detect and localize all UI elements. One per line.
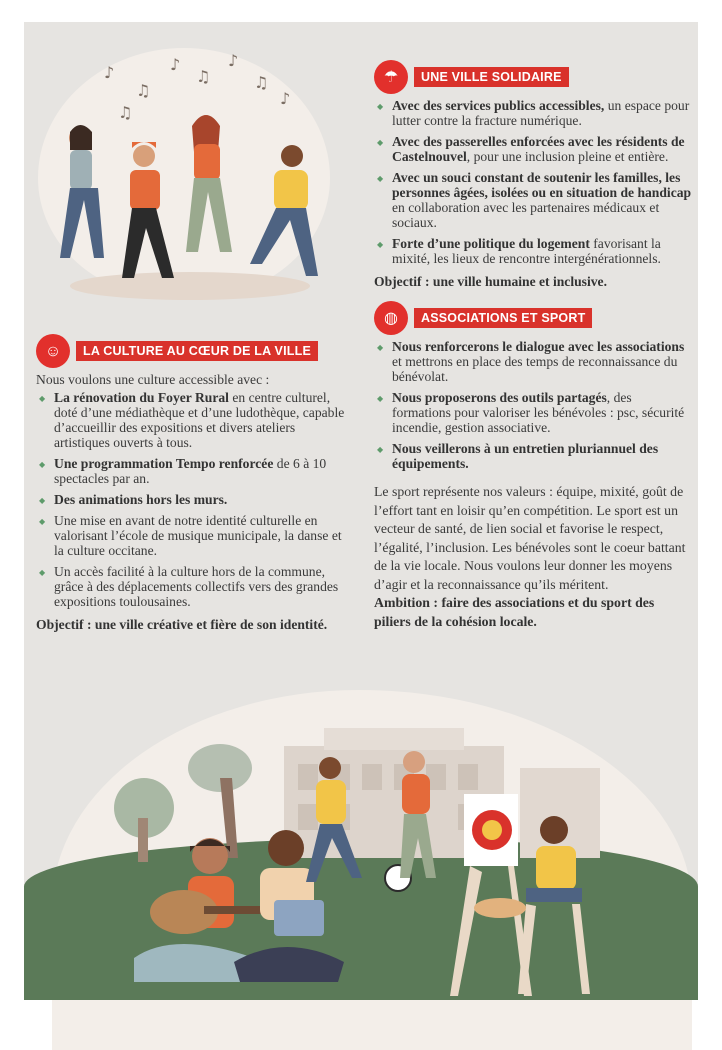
- solidaire-list: [374, 98, 692, 266]
- svg-text:♪: ♪: [104, 63, 115, 82]
- objective-text: Objectif : une ville humaine et inclusive.: [374, 274, 607, 289]
- list-item: ◆ Avec des passerelles enforcées avec les résidents de Castelnouvel, pour une inclusion pleine et entière.: [374, 134, 692, 164]
- section-header-sport: [374, 301, 692, 335]
- list-item: ◆ Avec un souci constant de soutenir les familles, les personnes âgées, isolées ou en situation de handicap en collaboration avec les partenaires médicaux et sociaux.: [374, 170, 692, 230]
- culture-intro: Nous voulons une culture accessible avec :: [36, 372, 270, 387]
- list-item: ◆ La rénovation du Foyer Rural en centre culturel, doté d’une médiathèque et d’une ludothèque, capable d’accueillir des expositions et divers ateliers artistiques ouverts à tous.: [36, 390, 354, 450]
- basketball-icon: ◍: [374, 301, 408, 335]
- svg-text:♫: ♫: [254, 73, 269, 92]
- umbrella-heart-icon: ☂: [374, 60, 408, 94]
- list-item: ◆ Un accès facilité à la culture hors de la commune, grâce à des déplacements collectifs vers des grandes expositions toulousaines.: [36, 564, 354, 609]
- culture-list: [36, 390, 354, 609]
- list-item: ◆ Une programmation Tempo renforcée de 6 à 10 spectacles par an.: [36, 456, 354, 486]
- right-column: [374, 60, 692, 631]
- theater-masks-icon: ☺: [36, 334, 70, 368]
- list-item: ◆ Nous proposerons des outils partagés, des formations pour valoriser les bénévoles : psc, sécurité incendie, gestion associative.: [374, 390, 692, 435]
- list-item: ◆ Avec des services publics accessibles, un espace pour lutter contre la fracture numérique.: [374, 98, 692, 128]
- sport-paragraph: Le sport représente nos valeurs : équipe, mixité, goût de l’effort tant en loisir qu’en compétition. Le sport est un vecteur de santé, de lien social et favorise le respect, l’égalité, l’inclusion. Les bénévoles sont le coeur battant de la vie locale. Nous voulons leur donner les moyens d’agir et la reconnaissance qu’ils méritent.: [374, 484, 686, 592]
- objective-text: Objectif : une ville créative et fière de son identité.: [36, 617, 328, 632]
- section-header-culture: [36, 334, 354, 368]
- left-column: [36, 334, 354, 632]
- svg-text:♫: ♫: [136, 81, 151, 100]
- section-header-solidaire: [374, 60, 692, 94]
- dancer-head: [281, 145, 303, 167]
- list-item: ◆ Une mise en avant de notre identité culturelle en valorisant l’école de musique municipale, la danse et la culture occitane.: [36, 513, 354, 558]
- park-illustration: [24, 728, 698, 1000]
- ambition-text: Ambition : faire des associations et du sport des piliers de la cohésion locale.: [374, 595, 655, 629]
- section-title: UNE VILLE SOLIDAIRE: [414, 67, 569, 87]
- svg-text:♪: ♪: [280, 89, 291, 108]
- list-item: ◆ Des animations hors les murs.: [36, 492, 354, 507]
- section-title: ASSOCIATIONS ET SPORT: [414, 308, 592, 328]
- list-item: ◆ Nous veillerons à un entretien pluriannuel des équipements.: [374, 441, 692, 471]
- list-item: ◆ Nous renforcerons le dialogue avec les associations et mettrons en place des temps de reconnaissance du bénévolat.: [374, 339, 692, 384]
- svg-text:♪: ♪: [228, 51, 239, 70]
- tree: [188, 744, 252, 792]
- svg-text:♫: ♫: [118, 103, 133, 122]
- list-item: ◆ Forte d’une politique du logement favorisant la mixité, les lieux de rencontre intergénérationnels.: [374, 236, 692, 266]
- music-notes: [104, 51, 290, 122]
- section-title: LA CULTURE AU CŒUR DE LA VILLE: [76, 341, 318, 361]
- svg-text:♫: ♫: [196, 67, 211, 86]
- dancers-illustration: [40, 48, 330, 308]
- sport-list: [374, 339, 692, 471]
- svg-text:♪: ♪: [170, 55, 181, 74]
- dancer-head: [133, 145, 155, 167]
